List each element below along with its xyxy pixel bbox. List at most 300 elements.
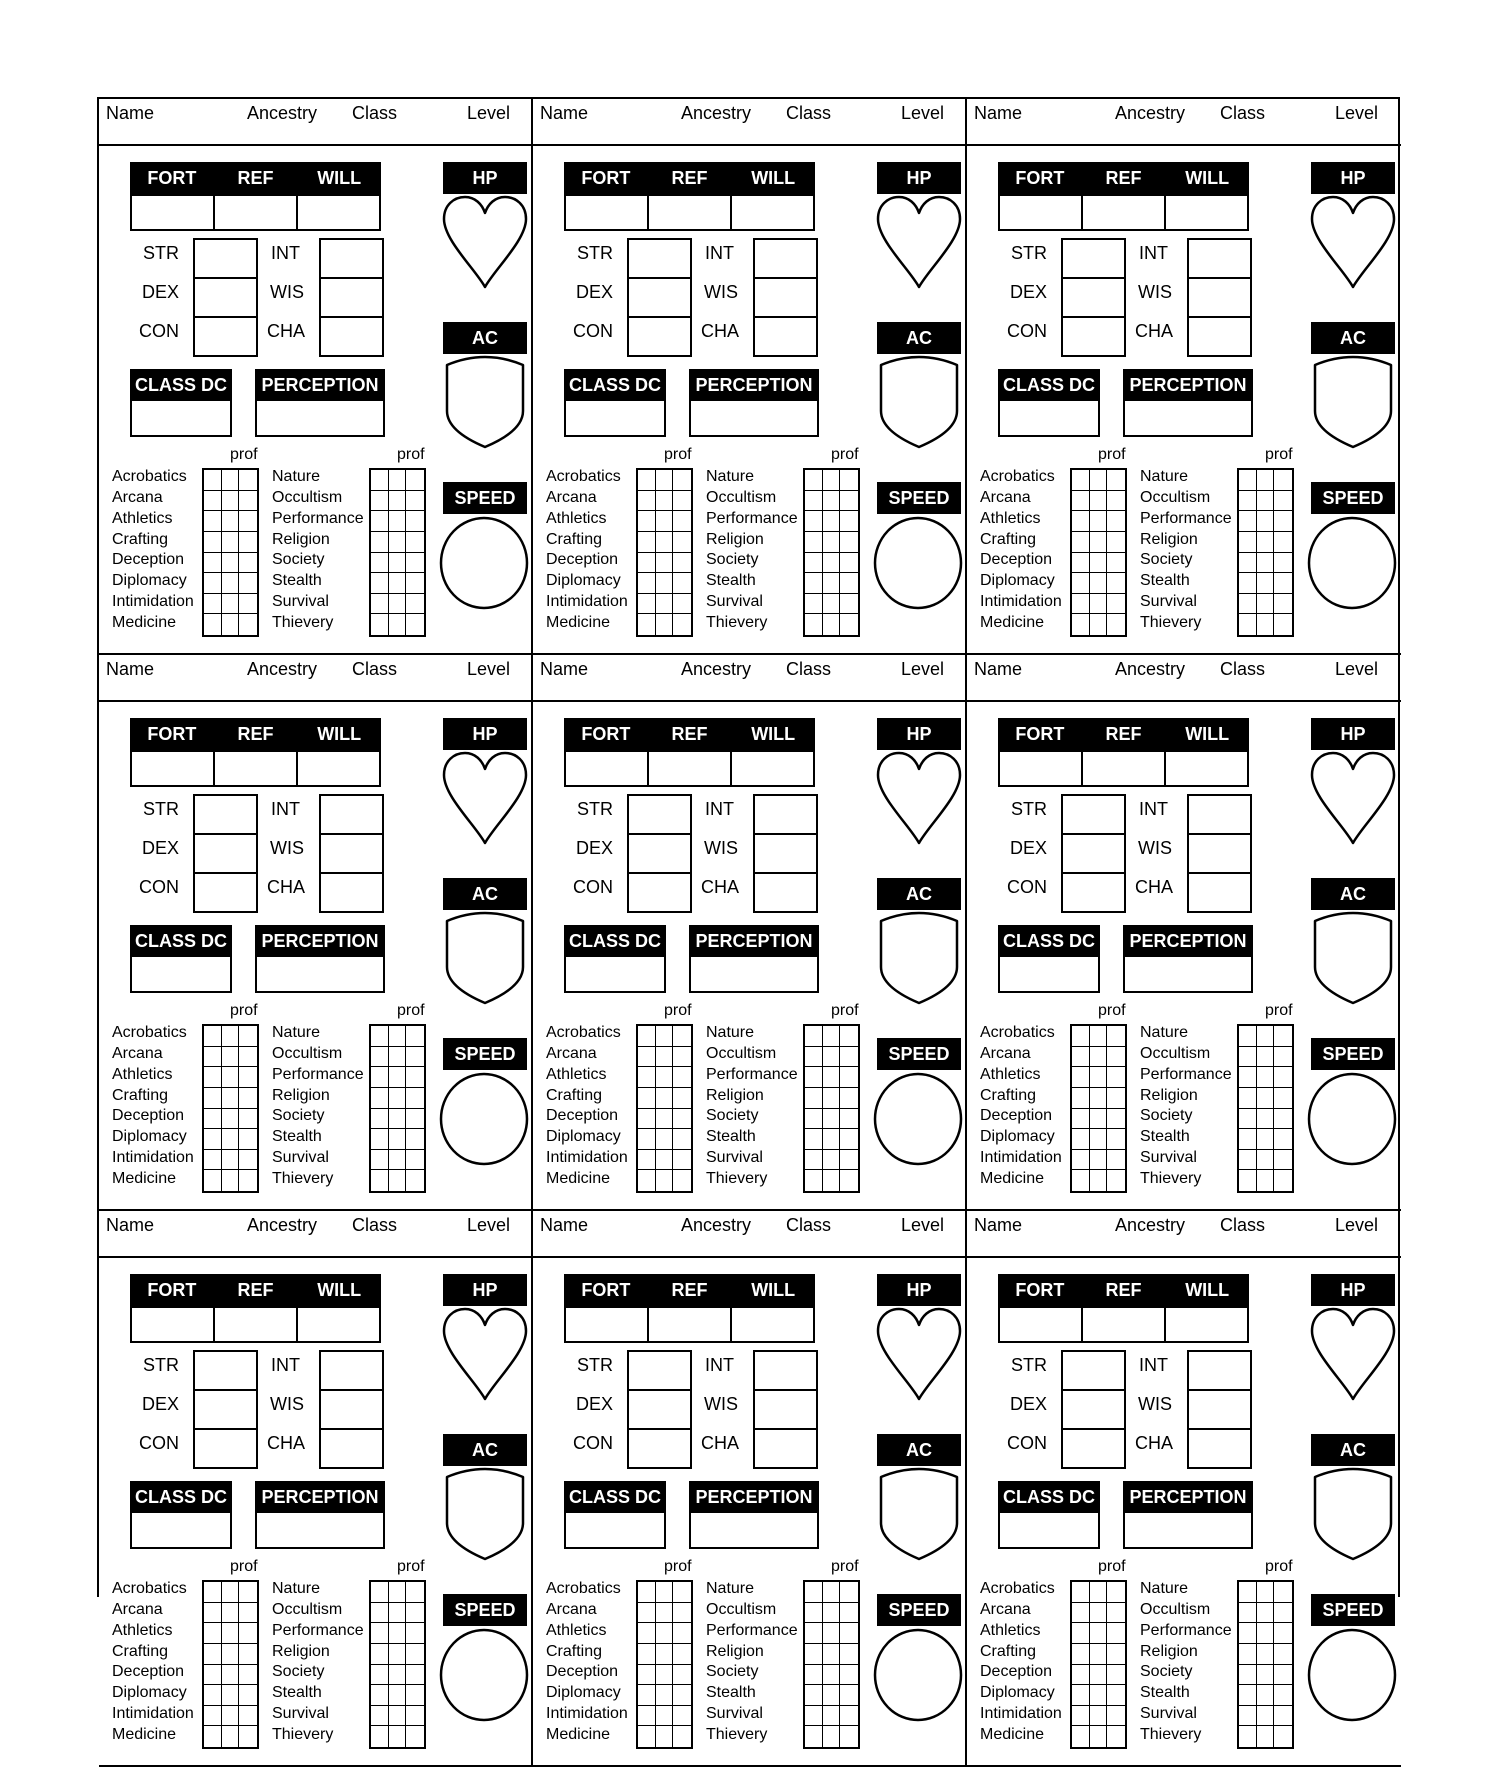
prof-cell[interactable] — [406, 511, 424, 532]
will-box[interactable] — [732, 196, 813, 229]
prof-cell[interactable] — [239, 614, 257, 635]
prof-cell[interactable] — [222, 511, 240, 532]
will-box[interactable] — [732, 1308, 813, 1341]
prof-cell[interactable] — [1257, 1129, 1275, 1150]
prof-cell[interactable] — [389, 614, 407, 635]
prof-cell[interactable] — [656, 614, 674, 635]
prof-cell[interactable] — [389, 511, 407, 532]
prof-cell[interactable] — [1274, 1603, 1292, 1624]
fort-box[interactable] — [566, 196, 649, 229]
prof-cell[interactable] — [823, 1603, 841, 1624]
prof-cell[interactable] — [673, 1726, 691, 1747]
prof-cell[interactable] — [1072, 1067, 1090, 1088]
prof-cell[interactable] — [1274, 1623, 1292, 1644]
prof-cell[interactable] — [222, 1644, 240, 1665]
prof-cell[interactable] — [1274, 1109, 1292, 1130]
wis-box[interactable] — [319, 277, 384, 318]
prof-cell[interactable] — [389, 1603, 407, 1624]
prof-cell[interactable] — [1257, 1665, 1275, 1686]
prof-cell[interactable] — [406, 1170, 424, 1191]
prof-cell[interactable] — [805, 1726, 823, 1747]
prof-cell[interactable] — [1257, 553, 1275, 574]
prof-cell[interactable] — [1090, 1582, 1108, 1603]
prof-cell[interactable] — [656, 1067, 674, 1088]
prof-cell[interactable] — [823, 1623, 841, 1644]
ref-box[interactable] — [1083, 752, 1166, 785]
prof-cell[interactable] — [239, 594, 257, 615]
prof-cell[interactable] — [1090, 1706, 1108, 1727]
prof-cell[interactable] — [1072, 1685, 1090, 1706]
prof-cell[interactable] — [239, 1150, 257, 1171]
prof-cell[interactable] — [389, 1067, 407, 1088]
prof-cell[interactable] — [840, 1706, 858, 1727]
prof-cell[interactable] — [638, 1109, 656, 1130]
speed-circle-icon[interactable] — [873, 1628, 963, 1722]
prof-cell[interactable] — [239, 1726, 257, 1747]
wis-box[interactable] — [319, 1389, 384, 1430]
prof-cell[interactable] — [1072, 1170, 1090, 1191]
prof-cell[interactable] — [204, 1047, 222, 1068]
prof-cell[interactable] — [638, 1582, 656, 1603]
prof-cell[interactable] — [673, 511, 691, 532]
prof-cell[interactable] — [222, 1109, 240, 1130]
heart-icon[interactable] — [876, 195, 962, 291]
prof-cell[interactable] — [1274, 1129, 1292, 1150]
prof-cell[interactable] — [371, 553, 389, 574]
dex-box[interactable] — [1061, 833, 1126, 874]
int-box[interactable] — [753, 238, 818, 279]
prof-cell[interactable] — [406, 1129, 424, 1150]
wis-box[interactable] — [1187, 833, 1252, 874]
prof-cell[interactable] — [371, 1644, 389, 1665]
prof-cell[interactable] — [638, 1170, 656, 1191]
perception-box[interactable] — [255, 399, 385, 437]
prof-cell[interactable] — [1239, 1150, 1257, 1171]
prof-cell[interactable] — [239, 1665, 257, 1686]
prof-cell[interactable] — [673, 594, 691, 615]
prof-cell[interactable] — [204, 1665, 222, 1686]
prof-cell[interactable] — [204, 614, 222, 635]
prof-cell[interactable] — [823, 594, 841, 615]
prof-grid-left[interactable] — [1070, 1024, 1127, 1193]
prof-cell[interactable] — [1107, 594, 1125, 615]
perception-box[interactable] — [1123, 1511, 1253, 1549]
prof-cell[interactable] — [222, 1623, 240, 1644]
prof-cell[interactable] — [239, 1706, 257, 1727]
prof-cell[interactable] — [389, 1623, 407, 1644]
prof-cell[interactable] — [406, 1726, 424, 1747]
prof-cell[interactable] — [389, 1582, 407, 1603]
prof-cell[interactable] — [371, 1685, 389, 1706]
prof-cell[interactable] — [656, 1150, 674, 1171]
prof-cell[interactable] — [656, 553, 674, 574]
prof-cell[interactable] — [1107, 1047, 1125, 1068]
prof-cell[interactable] — [1090, 1603, 1108, 1624]
prof-cell[interactable] — [656, 1665, 674, 1686]
prof-cell[interactable] — [840, 1603, 858, 1624]
prof-cell[interactable] — [406, 1706, 424, 1727]
prof-grid-right[interactable] — [369, 1580, 426, 1749]
prof-cell[interactable] — [1072, 1150, 1090, 1171]
prof-cell[interactable] — [239, 1603, 257, 1624]
prof-cell[interactable] — [1090, 1088, 1108, 1109]
prof-cell[interactable] — [1239, 1726, 1257, 1747]
prof-cell[interactable] — [406, 491, 424, 512]
ref-box[interactable] — [215, 196, 298, 229]
prof-cell[interactable] — [656, 1726, 674, 1747]
prof-cell[interactable] — [638, 614, 656, 635]
prof-cell[interactable] — [1107, 1150, 1125, 1171]
con-box[interactable] — [193, 1428, 258, 1469]
prof-cell[interactable] — [673, 553, 691, 574]
prof-cell[interactable] — [1107, 532, 1125, 553]
perception-box[interactable] — [689, 955, 819, 993]
prof-cell[interactable] — [1090, 1726, 1108, 1747]
prof-cell[interactable] — [1072, 594, 1090, 615]
prof-cell[interactable] — [389, 470, 407, 491]
prof-cell[interactable] — [840, 470, 858, 491]
prof-cell[interactable] — [371, 614, 389, 635]
int-box[interactable] — [1187, 238, 1252, 279]
prof-cell[interactable] — [1072, 1603, 1090, 1624]
cha-box[interactable] — [319, 1428, 384, 1469]
prof-cell[interactable] — [1274, 1170, 1292, 1191]
dex-box[interactable] — [193, 1389, 258, 1430]
prof-cell[interactable] — [673, 532, 691, 553]
prof-cell[interactable] — [805, 1109, 823, 1130]
cha-box[interactable] — [753, 872, 818, 913]
con-box[interactable] — [627, 1428, 692, 1469]
prof-cell[interactable] — [1257, 594, 1275, 615]
prof-cell[interactable] — [1072, 491, 1090, 512]
prof-cell[interactable] — [1107, 511, 1125, 532]
prof-cell[interactable] — [1072, 1088, 1090, 1109]
prof-cell[interactable] — [638, 1150, 656, 1171]
dex-box[interactable] — [627, 277, 692, 318]
prof-cell[interactable] — [805, 553, 823, 574]
prof-cell[interactable] — [840, 1047, 858, 1068]
prof-cell[interactable] — [638, 1047, 656, 1068]
prof-cell[interactable] — [1239, 594, 1257, 615]
cha-box[interactable] — [1187, 1428, 1252, 1469]
prof-cell[interactable] — [204, 594, 222, 615]
str-box[interactable] — [627, 238, 692, 279]
prof-cell[interactable] — [673, 1047, 691, 1068]
prof-cell[interactable] — [1274, 1047, 1292, 1068]
prof-cell[interactable] — [656, 1026, 674, 1047]
fort-box[interactable] — [1000, 1308, 1083, 1341]
prof-cell[interactable] — [1072, 1109, 1090, 1130]
con-box[interactable] — [193, 872, 258, 913]
prof-cell[interactable] — [656, 1047, 674, 1068]
prof-cell[interactable] — [823, 1129, 841, 1150]
prof-cell[interactable] — [239, 1047, 257, 1068]
prof-cell[interactable] — [1107, 553, 1125, 574]
prof-cell[interactable] — [1257, 1047, 1275, 1068]
prof-cell[interactable] — [1239, 1623, 1257, 1644]
int-box[interactable] — [319, 238, 384, 279]
speed-circle-icon[interactable] — [873, 516, 963, 610]
prof-cell[interactable] — [222, 573, 240, 594]
prof-cell[interactable] — [805, 470, 823, 491]
prof-cell[interactable] — [673, 1088, 691, 1109]
prof-cell[interactable] — [638, 1644, 656, 1665]
will-box[interactable] — [1166, 1308, 1247, 1341]
prof-grid-left[interactable] — [1070, 468, 1127, 637]
prof-grid-left[interactable] — [636, 468, 693, 637]
prof-cell[interactable] — [656, 1706, 674, 1727]
speed-circle-icon[interactable] — [873, 1072, 963, 1166]
prof-cell[interactable] — [840, 1088, 858, 1109]
prof-cell[interactable] — [673, 573, 691, 594]
prof-cell[interactable] — [840, 614, 858, 635]
con-box[interactable] — [1061, 1428, 1126, 1469]
prof-cell[interactable] — [204, 573, 222, 594]
shield-icon[interactable] — [1313, 911, 1393, 1005]
prof-cell[interactable] — [406, 1582, 424, 1603]
prof-cell[interactable] — [805, 1603, 823, 1624]
perception-box[interactable] — [689, 1511, 819, 1549]
prof-cell[interactable] — [1274, 553, 1292, 574]
prof-cell[interactable] — [204, 1603, 222, 1624]
prof-cell[interactable] — [371, 491, 389, 512]
fort-box[interactable] — [1000, 752, 1083, 785]
prof-cell[interactable] — [406, 573, 424, 594]
shield-icon[interactable] — [1313, 355, 1393, 449]
prof-cell[interactable] — [840, 1644, 858, 1665]
prof-cell[interactable] — [656, 491, 674, 512]
prof-cell[interactable] — [656, 1170, 674, 1191]
prof-cell[interactable] — [673, 1582, 691, 1603]
prof-cell[interactable] — [638, 1623, 656, 1644]
prof-cell[interactable] — [389, 1685, 407, 1706]
ref-box[interactable] — [649, 1308, 732, 1341]
prof-cell[interactable] — [406, 1109, 424, 1130]
prof-cell[interactable] — [371, 511, 389, 532]
prof-grid-right[interactable] — [369, 1024, 426, 1193]
prof-grid-right[interactable] — [1237, 468, 1294, 637]
prof-cell[interactable] — [823, 1067, 841, 1088]
prof-cell[interactable] — [656, 1582, 674, 1603]
wis-box[interactable] — [753, 277, 818, 318]
con-box[interactable] — [1061, 872, 1126, 913]
prof-cell[interactable] — [406, 614, 424, 635]
prof-cell[interactable] — [371, 532, 389, 553]
prof-cell[interactable] — [1257, 614, 1275, 635]
speed-circle-icon[interactable] — [1307, 1072, 1397, 1166]
prof-cell[interactable] — [222, 1603, 240, 1624]
prof-cell[interactable] — [656, 1685, 674, 1706]
class-dc-box[interactable] — [998, 955, 1100, 993]
dex-box[interactable] — [1061, 1389, 1126, 1430]
prof-cell[interactable] — [239, 553, 257, 574]
prof-cell[interactable] — [371, 1603, 389, 1624]
prof-cell[interactable] — [823, 1726, 841, 1747]
will-box[interactable] — [298, 196, 379, 229]
prof-cell[interactable] — [656, 470, 674, 491]
prof-grid-right[interactable] — [1237, 1580, 1294, 1749]
prof-cell[interactable] — [239, 1088, 257, 1109]
prof-cell[interactable] — [222, 594, 240, 615]
prof-cell[interactable] — [1274, 1665, 1292, 1686]
prof-cell[interactable] — [840, 594, 858, 615]
prof-cell[interactable] — [1239, 1047, 1257, 1068]
prof-cell[interactable] — [1072, 511, 1090, 532]
prof-grid-left[interactable] — [636, 1580, 693, 1749]
prof-cell[interactable] — [1107, 1726, 1125, 1747]
prof-cell[interactable] — [1239, 1170, 1257, 1191]
ref-box[interactable] — [215, 1308, 298, 1341]
prof-cell[interactable] — [1107, 1603, 1125, 1624]
prof-cell[interactable] — [389, 491, 407, 512]
str-box[interactable] — [1061, 238, 1126, 279]
prof-cell[interactable] — [805, 1150, 823, 1171]
heart-icon[interactable] — [442, 195, 528, 291]
prof-cell[interactable] — [406, 1150, 424, 1171]
prof-cell[interactable] — [673, 470, 691, 491]
prof-cell[interactable] — [1239, 1129, 1257, 1150]
prof-cell[interactable] — [1107, 614, 1125, 635]
ref-box[interactable] — [1083, 196, 1166, 229]
prof-cell[interactable] — [1090, 511, 1108, 532]
cha-box[interactable] — [753, 1428, 818, 1469]
prof-cell[interactable] — [1239, 1706, 1257, 1727]
prof-cell[interactable] — [1072, 573, 1090, 594]
prof-cell[interactable] — [1257, 1685, 1275, 1706]
prof-cell[interactable] — [406, 594, 424, 615]
wis-box[interactable] — [1187, 277, 1252, 318]
prof-cell[interactable] — [371, 594, 389, 615]
prof-cell[interactable] — [204, 491, 222, 512]
prof-cell[interactable] — [1107, 1623, 1125, 1644]
prof-cell[interactable] — [823, 1644, 841, 1665]
prof-cell[interactable] — [673, 1150, 691, 1171]
prof-cell[interactable] — [805, 614, 823, 635]
prof-cell[interactable] — [239, 511, 257, 532]
prof-cell[interactable] — [1072, 614, 1090, 635]
prof-cell[interactable] — [1090, 1150, 1108, 1171]
prof-cell[interactable] — [239, 1685, 257, 1706]
prof-cell[interactable] — [371, 1150, 389, 1171]
prof-cell[interactable] — [204, 1067, 222, 1088]
prof-cell[interactable] — [1090, 594, 1108, 615]
prof-cell[interactable] — [1107, 470, 1125, 491]
prof-cell[interactable] — [805, 1665, 823, 1686]
prof-cell[interactable] — [1274, 1067, 1292, 1088]
class-dc-box[interactable] — [998, 1511, 1100, 1549]
class-dc-box[interactable] — [998, 399, 1100, 437]
prof-cell[interactable] — [204, 1170, 222, 1191]
prof-cell[interactable] — [840, 1129, 858, 1150]
prof-cell[interactable] — [1257, 1726, 1275, 1747]
prof-cell[interactable] — [656, 1088, 674, 1109]
prof-cell[interactable] — [389, 1088, 407, 1109]
prof-cell[interactable] — [1257, 1623, 1275, 1644]
prof-cell[interactable] — [1239, 491, 1257, 512]
prof-cell[interactable] — [239, 1067, 257, 1088]
prof-cell[interactable] — [239, 1129, 257, 1150]
prof-cell[interactable] — [406, 1665, 424, 1686]
ref-box[interactable] — [649, 752, 732, 785]
prof-cell[interactable] — [222, 553, 240, 574]
prof-cell[interactable] — [222, 1150, 240, 1171]
prof-cell[interactable] — [840, 1026, 858, 1047]
prof-grid-right[interactable] — [803, 1024, 860, 1193]
int-box[interactable] — [319, 1350, 384, 1391]
prof-cell[interactable] — [1107, 1067, 1125, 1088]
prof-cell[interactable] — [805, 1623, 823, 1644]
prof-cell[interactable] — [239, 1170, 257, 1191]
prof-cell[interactable] — [1107, 1706, 1125, 1727]
prof-cell[interactable] — [638, 1726, 656, 1747]
prof-cell[interactable] — [1274, 1582, 1292, 1603]
prof-cell[interactable] — [1257, 1603, 1275, 1624]
prof-cell[interactable] — [389, 573, 407, 594]
str-box[interactable] — [193, 238, 258, 279]
prof-cell[interactable] — [638, 1706, 656, 1727]
wis-box[interactable] — [753, 1389, 818, 1430]
prof-cell[interactable] — [1239, 470, 1257, 491]
prof-cell[interactable] — [1274, 1706, 1292, 1727]
prof-cell[interactable] — [389, 1129, 407, 1150]
prof-cell[interactable] — [1072, 1582, 1090, 1603]
prof-grid-left[interactable] — [202, 468, 259, 637]
perception-box[interactable] — [255, 955, 385, 993]
prof-cell[interactable] — [823, 532, 841, 553]
prof-cell[interactable] — [638, 573, 656, 594]
prof-cell[interactable] — [1239, 1644, 1257, 1665]
prof-cell[interactable] — [840, 1685, 858, 1706]
prof-grid-right[interactable] — [803, 468, 860, 637]
prof-cell[interactable] — [840, 553, 858, 574]
shield-icon[interactable] — [1313, 1467, 1393, 1561]
prof-cell[interactable] — [823, 511, 841, 532]
cha-box[interactable] — [753, 316, 818, 357]
prof-cell[interactable] — [204, 553, 222, 574]
prof-grid-left[interactable] — [202, 1024, 259, 1193]
prof-grid-left[interactable] — [1070, 1580, 1127, 1749]
prof-cell[interactable] — [389, 1109, 407, 1130]
prof-cell[interactable] — [222, 532, 240, 553]
cha-box[interactable] — [1187, 872, 1252, 913]
prof-cell[interactable] — [239, 1109, 257, 1130]
prof-cell[interactable] — [656, 594, 674, 615]
prof-cell[interactable] — [1090, 1047, 1108, 1068]
prof-cell[interactable] — [1090, 614, 1108, 635]
prof-cell[interactable] — [1274, 491, 1292, 512]
prof-cell[interactable] — [805, 532, 823, 553]
prof-cell[interactable] — [840, 1623, 858, 1644]
prof-cell[interactable] — [638, 594, 656, 615]
prof-cell[interactable] — [239, 1644, 257, 1665]
prof-cell[interactable] — [656, 1129, 674, 1150]
prof-cell[interactable] — [673, 1067, 691, 1088]
prof-cell[interactable] — [1090, 1170, 1108, 1191]
prof-cell[interactable] — [673, 614, 691, 635]
prof-cell[interactable] — [1257, 532, 1275, 553]
prof-cell[interactable] — [204, 1685, 222, 1706]
prof-cell[interactable] — [805, 1129, 823, 1150]
prof-cell[interactable] — [406, 553, 424, 574]
prof-cell[interactable] — [823, 553, 841, 574]
prof-cell[interactable] — [656, 1644, 674, 1665]
prof-cell[interactable] — [204, 1644, 222, 1665]
ref-box[interactable] — [1083, 1308, 1166, 1341]
prof-cell[interactable] — [204, 1582, 222, 1603]
prof-cell[interactable] — [673, 1170, 691, 1191]
prof-cell[interactable] — [239, 1026, 257, 1047]
prof-cell[interactable] — [823, 1706, 841, 1727]
